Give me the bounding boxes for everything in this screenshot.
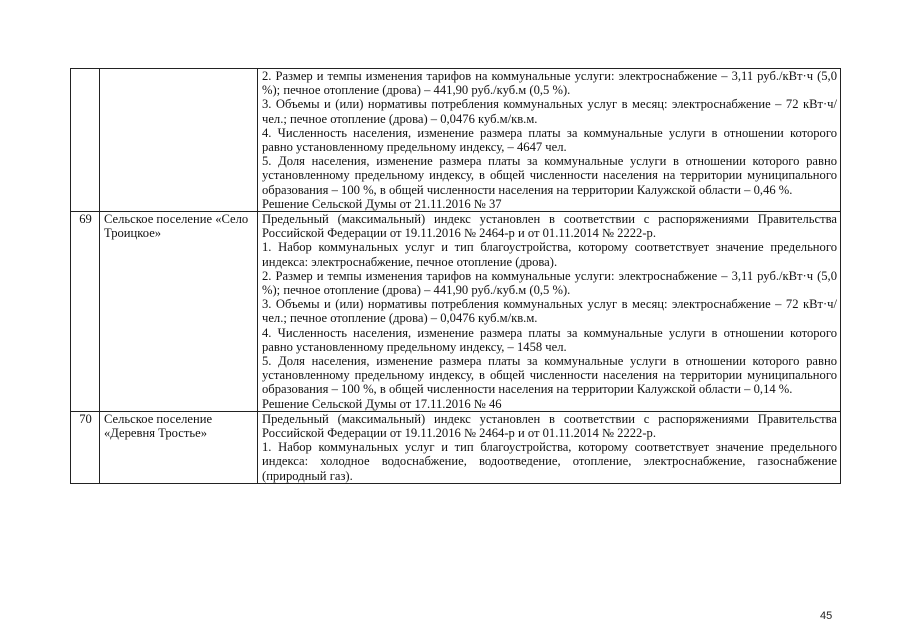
paragraph: 4. Численность населения, изменение размера платы за коммунальные услуги в отношении которого равно установленному предельному индексу, – 4647 чел. [262,125,837,155]
page-number: 45 [820,610,833,622]
paragraph: Предельный (максимальный) индекс установлен в соответствии с распоряжениями Правительства Российской Федерации от 19.11.2016 № 2464-р и от 01.11.2014 № 2222-р. [262,212,837,241]
row-number [71,69,100,212]
settlement-name: Сельское поселение «Деревня Тростье» [100,411,258,483]
decision-reference: Решение Сельской Думы от 21.11.2016 № 37 [262,196,502,211]
paragraph: 5. Доля населения, изменение размера платы за коммунальные услуги в отношении которого равно установленному предельному индексу, в общей численности населения на территории муниципального образования – 100 %, в общей численности населения на территории Калужской области – 0,14 %. [262,354,837,397]
tariff-table [70,68,841,484]
paragraph: 1. Набор коммунальных услуг и тип благоустройства, которому соответствует значение предельного индекса: холодное водоснабжение, водоотведение, отопление, электроснабжение, газоснабжение (природный газ). [262,440,837,483]
paragraph: 5. Доля населения, изменение размера платы за коммунальные услуги в отношении которого равно установленному предельному индексу, в общей численности населения на территории муниципального образования – 100 %, в общей численности населения на территории Калужской области – 0,46 %. [262,154,837,197]
paragraph: Предельный (максимальный) индекс установлен в соответствии с распоряжениями Правительства Российской Федерации от 19.11.2016 № 2464-р и от 01.11.2014 № 2222-р. [262,411,837,441]
settlement-name: Сельское поселение «Село Троицкое» [100,212,258,412]
paragraph: 2. Размер и темпы изменения тарифов на коммунальные услуги: электроснабжение – 3,11 руб./кВт·ч (5,0 %); печное отопление (дрова) – 441,90 руб./куб.м (0,5 %). [262,268,837,298]
row-description [258,69,841,212]
decision-reference: Решение Сельской Думы от 17.11.2016 № 46 [262,396,502,411]
row-number: 70 [71,411,100,483]
table-row [71,411,841,483]
paragraph: 3. Объемы и (или) нормативы потребления коммунальных услуг в месяц: электроснабжение – 72 кВт·ч/чел.; печное отопление (дрова) – 0,0476 куб.м/кв.м. [262,97,837,126]
table-row [71,212,841,412]
paragraph: 3. Объемы и (или) нормативы потребления коммунальных услуг в месяц: электроснабжение – 72 кВт·ч/чел.; печное отопление (дрова) – 0,0476 куб.м/кв.м. [262,297,837,326]
table-row [71,69,841,212]
paragraph: 2. Размер и темпы изменения тарифов на коммунальные услуги: электроснабжение – 3,11 руб./кВт·ч (5,0 %); печное отопление (дрова) – 441,90 руб./куб.м (0,5 %). [262,69,837,98]
row-description [258,411,841,483]
settlement-name [100,69,258,212]
paragraph: 4. Численность населения, изменение размера платы за коммунальные услуги в отношении которого равно установленному предельному индексу, – 1458 чел. [262,325,837,354]
row-description [258,212,841,412]
row-number: 69 [71,212,100,412]
paragraph: 1. Набор коммунальных услуг и тип благоустройства, которому соответствует значение предельного индекса: электроснабжение, печное отопление (дрова). [262,240,837,269]
